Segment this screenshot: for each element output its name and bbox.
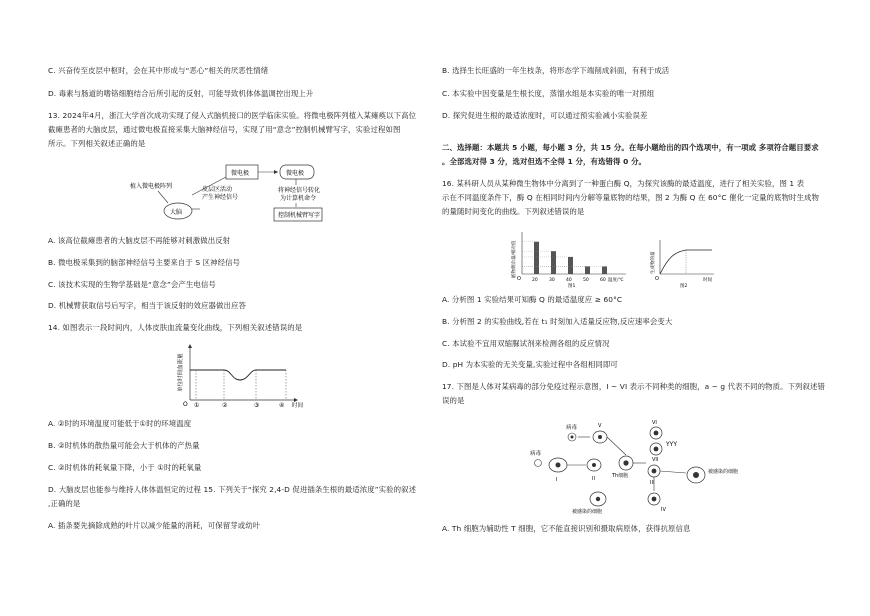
figure-13-flowchart [128,155,368,227]
arm-label: 控制机械臂写字 [278,212,321,219]
cell-iii-label: III [650,480,655,486]
fig16-1-origin: O [517,276,521,282]
question-13-stem-3: 所示。下列相关叙述正确的是 [48,139,146,148]
question-14-option-b: B. ②时机体的散热量可能会大于机体的产热量 [48,441,200,450]
section-2-header-1: 二、选择题：本题共 5 小题，每小题 3 分，共 15 分。在每小题给出的四个选项中，有一项或 多项符合题目要求 [442,143,819,152]
fig16-1-tick-60: 60 [600,278,606,283]
question-14-option-c: C. ②时机体的耗氧量下降，小于 ①时的耗氧量 [48,463,202,472]
fig16-1-y-label: 底物剩余量/相对值 [512,240,517,278]
fig16-2-y-label: 生成物的量 [651,251,656,274]
question-16-option-a: A. 分析图 1 实验结果可知酶 Q 的最适温度应 ≥ 60°C [442,295,623,304]
cell-vii-label: VII [652,457,659,463]
virus-left-icon [535,460,542,467]
fig14-y-label: 单位时间血流量 [178,353,184,392]
fig14-tick-3: ③ [254,402,260,409]
electrode-label: 微电极 [231,170,250,177]
question-15-option-d: D. 探究促进生根的最适浓度时，可以通过预实验减小实验误差 [442,111,648,120]
cell-vi-label: VI [652,420,657,426]
question-13-option-c: C. 该技术实现的生物学基础是“意念”会产生电信号 [48,280,216,289]
fig14-tick-2: ② [222,402,228,409]
th-cell-label: Th细胞 [612,473,629,479]
cortex-label-1: 皮层区活动 [202,186,233,193]
virus-left-label: 病毒 [530,451,542,457]
question-17-stem-1: 17. 下图是人体对某病毒的部分免疫过程示意图，I ~ VI 表示不同种类的细胞，a ~ g 代表不同的物质。下列叙述错 [442,382,826,391]
fig14-tick-1: ① [194,402,200,409]
fig16-1-bar [585,266,590,274]
implant-label: 植入微电极阵列 [130,183,173,190]
blood-flow-curve [190,370,286,380]
option-c-prev: C. 兴奋传至皮层中枢时，会在其中形成与“恶心”相关的厌恶性情绪 [48,66,269,75]
fig16-1-bars [522,242,607,274]
fig16-1-bar [602,266,607,274]
infected-right-label: 被感染的细胞 [708,469,738,475]
cell-v-label: V [598,423,602,429]
option-d-prev: D. 毒素与肠道的嗜铬细胞结合后所引起的反射，可能导致机体体温调控出现上升 [48,89,314,98]
fig16-1-bar [568,257,573,274]
cell-iv-label: IV [661,507,666,513]
question-16-stem-2: 示在不同温度条件下，酶 Q 在相同时间内分解等量底物的结果，图 2 为酶 Q 在 60°C 催化一定量的底物时生成物 [442,193,819,202]
cell-i-label: I [556,477,558,483]
question-16-option-c: C. 本试验不宜用双缩脲试剂来检测各组的反应情况 [442,339,610,348]
question-15-option-c: C. 本实验中因变量是生根长度，蒸馏水组是本实验的唯一对照组 [442,89,655,98]
fig16-1-tick-40: 40 [566,278,572,283]
question-14-option-d-1: D. 大脑皮层也能参与维持人体体温恒定的过程 15. 下列关于“探究 2,4-D 促进插条生根的最适浓度”实验的叙述 [48,485,417,494]
question-16-stem-3: 的量随时间变化的曲线。下列叙述错误的是 [442,207,585,216]
cortex-label-2: 产生神经信号 [202,194,239,201]
question-15-option-b: B. 选择生长旺盛的一年生枝条，将形态学下端削成斜面，有利于成活 [442,66,670,75]
decode-label-2: 为计算机命令 [280,195,317,202]
antibody-icon: YYY [666,441,677,448]
fig16-1-caption: 图1 [568,284,576,288]
virus-top-label: 病毒 [566,425,578,431]
section-2-header-2: 。全部选对得 3 分，选对但选不全得 1 分，有选错得 0 分。 [442,157,647,166]
question-13-stem-2: 截瘫患者的大脑皮层，通过微电极直接采集大脑神经信号，实现了用“意念”控制机械臂写字，实验过程如图 [48,125,401,134]
question-13-stem-1: 13. 2024年4月，浙江大学首次成功实现了侵入式脑机接口的医学临床实验。将微电极阵列植入某瘫痪以下高位 [48,111,417,120]
figure-16-charts [508,226,738,288]
fig16-1-x-label: 温度/℃ [608,278,624,283]
computer-label: 微电极 [286,170,305,177]
fig16-1-tick-20: 20 [532,278,538,283]
cell-ii-label: II [592,476,595,482]
question-13-option-a: A. 该高位截瘫患者的大脑皮层不再能够对刺激做出反射 [48,236,231,245]
fig16-2-origin: O [655,276,659,282]
question-16-stem-1: 16. 某科研人员从某种微生物体中分离到了一种蛋白酶 Q，为探究该酶的最适温度，进行了相关实验，图 1 表 [442,179,805,188]
fig16-1-tick-30: 30 [549,278,555,283]
fig14-origin: O [183,401,188,408]
question-14-option-a: A. ②时的环境温度可能低于①时的环境温度 [48,419,192,428]
question-17-option-a: A. Th 细胞为辅助性 T 细胞，它不能直接识别和摄取病原体，获得抗原信息 [442,524,691,533]
question-16-option-b: B. 分析图 2 的实验曲线,若在 t₁ 时刻加入适量反应物,反应速率会变大 [442,317,673,326]
infected-left-label: 被感染的细胞 [572,509,603,515]
brain-label: 大脑 [170,209,183,216]
fig16-1-tick-50: 50 [583,278,589,283]
question-15-option-a: A. 插条要先摘除成熟的叶片以减少能量的消耗，可保留芽或幼叶 [48,521,261,530]
question-17-stem-2: 误的是 [442,396,465,405]
decode-label-1: 将神经信号转化 [278,187,321,194]
figure-17-immune-diagram [528,415,738,515]
fig16-1-bar [534,242,539,274]
fig16-1-bar [551,251,556,274]
fig14-x-label: 时间 [292,403,304,409]
fig14-tick-4: ④ [279,402,285,409]
question-13-option-d: D. 机械臂获取信号后写字，相当于该反射的效应器做出应答 [48,301,246,310]
figure-14-blood-flow [176,340,316,410]
question-13-option-b: B. 微电极采集到的脑部神经信号主要来自于 S 区神经信号 [48,258,241,267]
fig16-2-x-label: 时间 [703,278,712,283]
question-14-option-d-2: ,正确的是 [48,499,81,508]
fig16-2-caption: 图2 [680,284,688,288]
question-14-stem: 14. 如图表示一段时间内，人体皮肤血流量变化曲线，下列相关叙述错误的是 [48,323,303,332]
question-16-option-d: D. pH 为本实验的无关变量,实验过程中各组相同即可 [442,360,618,369]
